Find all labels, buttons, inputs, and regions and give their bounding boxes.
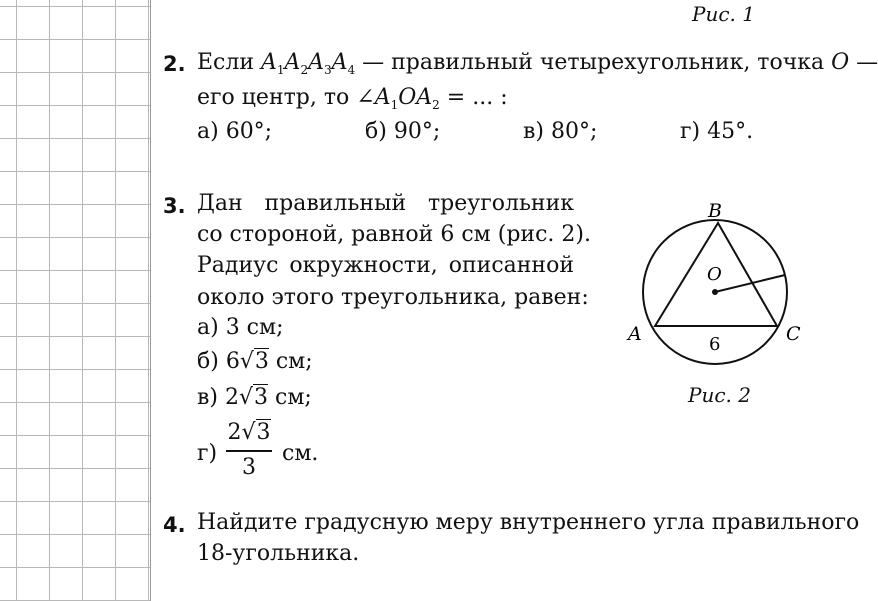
q3-option-v: в) 2√3 см; xyxy=(197,385,312,410)
q3-line2: со стороной, равной 6 см (рис. 2). xyxy=(197,222,591,247)
q3-line3: Радиус окружности, описанной xyxy=(197,253,574,278)
label-o: O xyxy=(707,264,722,285)
center-point xyxy=(712,289,718,295)
q2-line1: Если $A_1A_2A_3A_4$ — правильный четырехугольник, точка O — xyxy=(197,50,878,77)
fig2-caption: Рис. 2 xyxy=(688,383,751,407)
label-c: C xyxy=(786,323,801,345)
q4-number: 4. xyxy=(163,513,186,537)
q4-line1: Найдите градусную меру внутреннего угла правильного xyxy=(197,510,860,535)
q3-number: 3. xyxy=(163,194,186,218)
q3-option-g-prefix: г) xyxy=(197,441,218,466)
label-b: B xyxy=(708,200,722,222)
q2-option-v: в) 80°; xyxy=(523,119,598,144)
q3-option-g-suffix: см. xyxy=(282,441,319,466)
q3-option-b: б) 6√3 см; xyxy=(197,349,313,374)
label-a: A xyxy=(628,323,642,345)
q2-line2: его центр, то $\angle A_1OA_2$ = ... : xyxy=(197,85,508,112)
q3-line1: Дан правильный треугольник xyxy=(197,191,574,216)
q2-option-g: г) 45°. xyxy=(680,119,754,144)
q3-line4: около этого треугольника, равен: xyxy=(197,285,589,310)
q2-option-b: б) 90°; xyxy=(365,119,441,144)
q2-number: 2. xyxy=(163,52,186,76)
q4-line2: 18-угольника. xyxy=(197,541,360,566)
label-side: 6 xyxy=(709,334,721,355)
q3-option-g-denominator: 3 xyxy=(242,455,256,480)
q3-option-a: а) 3 см; xyxy=(197,315,284,340)
q2-option-a: а) 60°; xyxy=(197,119,273,144)
fig1-caption: Рис. 1 xyxy=(692,2,755,26)
q3-option-g-numerator: 2√3 xyxy=(227,420,271,445)
